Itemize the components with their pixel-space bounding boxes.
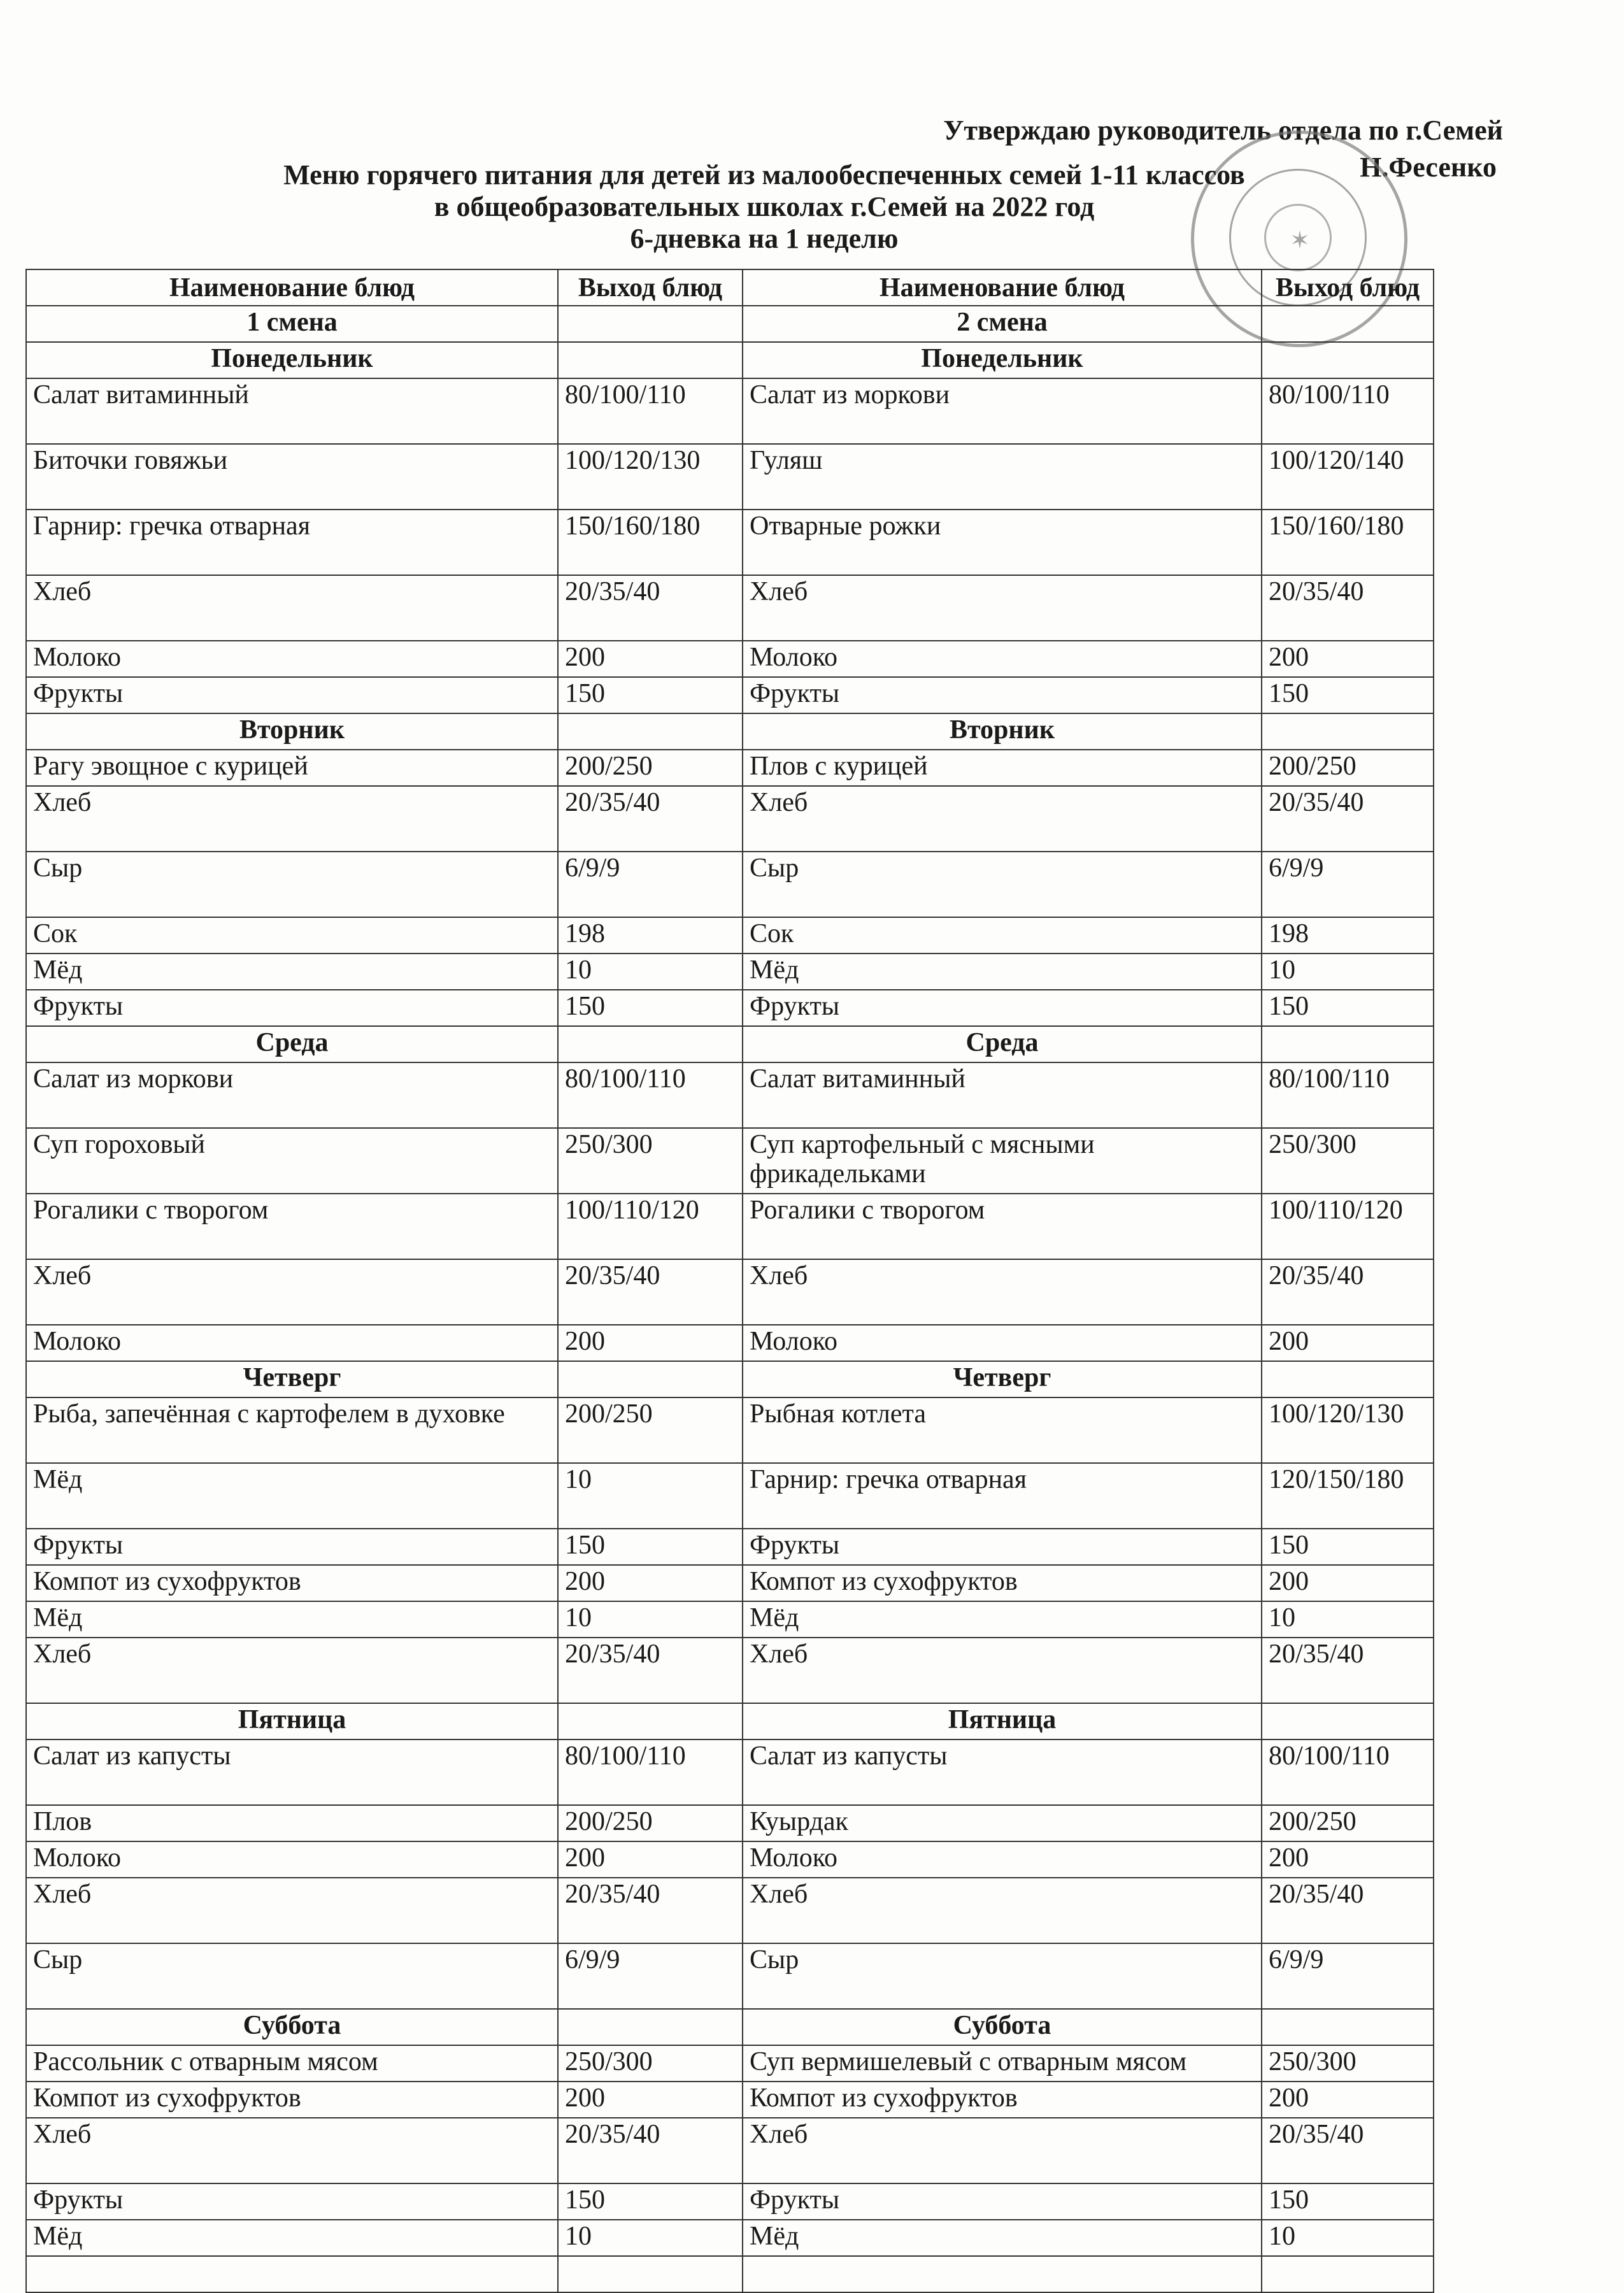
portion-weight-shift-2: 20/35/40 xyxy=(1262,1638,1434,1703)
document-subtitle: в общеобразовательных школах г.Семей на 2022 год xyxy=(434,191,1095,222)
portion-weight-shift-1: 200 xyxy=(558,1565,743,1601)
dish-name-shift-2: Рогалики с творогом xyxy=(743,1194,1262,1259)
dish-name-shift-1: Салат из моркови xyxy=(26,1062,558,1128)
seal-star-icon: ✶ xyxy=(1290,227,1310,254)
dish-name-shift-1: Биточки говяжьи xyxy=(26,444,558,510)
dish-name-shift-2: Хлеб xyxy=(743,575,1262,641)
dish-name-shift-2: Плов с курицей xyxy=(743,750,1262,786)
dish-name-shift-1: Сок xyxy=(26,917,558,954)
dish-name-shift-2: Сок xyxy=(743,917,1262,954)
portion-weight-shift-2: 100/120/140 xyxy=(1262,444,1434,510)
dish-name-shift-1: Сыр xyxy=(26,1943,558,2009)
empty-cell xyxy=(26,2256,558,2292)
portion-weight-shift-1: 250/300 xyxy=(558,1128,743,1194)
dish-name-shift-1: Рагу эвощное с курицей xyxy=(26,750,558,786)
dish-name-shift-2: Мёд xyxy=(743,954,1262,990)
empty-cell xyxy=(558,2009,743,2045)
empty-cell xyxy=(1262,306,1434,342)
table-row xyxy=(26,444,1434,510)
dish-name-shift-2: Салат из моркови xyxy=(743,378,1262,444)
day-label-shift-1: Понедельник xyxy=(26,342,558,378)
dish-name-shift-1: Салат из капусты xyxy=(26,1739,558,1805)
table-row xyxy=(26,1601,1434,1638)
day-label-shift-2: Понедельник xyxy=(743,342,1262,378)
portion-weight-shift-1: 150 xyxy=(558,1529,743,1565)
day-row xyxy=(26,713,1434,750)
dish-name-shift-2: Компот из сухофруктов xyxy=(743,2082,1262,2118)
dish-name-shift-2: Гарнир: гречка отварная xyxy=(743,1463,1262,1529)
portion-weight-shift-1: 6/9/9 xyxy=(558,852,743,917)
dish-name-shift-2: Куырдак xyxy=(743,1805,1262,1841)
table-row xyxy=(26,2118,1434,2183)
portion-weight-shift-1: 200 xyxy=(558,641,743,677)
dish-name-shift-1: Сыр xyxy=(26,852,558,917)
dish-name-shift-2: Хлеб xyxy=(743,1638,1262,1703)
table-row xyxy=(26,2045,1434,2082)
table-row xyxy=(26,1739,1434,1805)
portion-weight-shift-2: 120/150/180 xyxy=(1262,1463,1434,1529)
dish-name-shift-1: Фрукты xyxy=(26,2183,558,2220)
table-row xyxy=(26,1194,1434,1259)
portion-weight-shift-1: 150 xyxy=(558,677,743,713)
portion-weight-shift-2: 150/160/180 xyxy=(1262,510,1434,575)
day-label-shift-2: Суббота xyxy=(743,2009,1262,2045)
portion-weight-shift-1: 10 xyxy=(558,1601,743,1638)
dish-name-shift-2: Салат из капусты xyxy=(743,1739,1262,1805)
table-row xyxy=(26,1062,1434,1128)
day-row xyxy=(26,2009,1434,2045)
menu-table xyxy=(25,269,1434,2293)
dish-name-shift-1: Молоко xyxy=(26,1325,558,1361)
portion-weight-shift-2: 80/100/110 xyxy=(1262,378,1434,444)
portion-weight-shift-1: 150 xyxy=(558,990,743,1026)
dish-name-shift-1: Мёд xyxy=(26,954,558,990)
portion-weight-shift-1: 100/120/130 xyxy=(558,444,743,510)
day-label-shift-2: Среда xyxy=(743,1026,1262,1062)
day-label-shift-2: Пятница xyxy=(743,1703,1262,1739)
weight-column-header: Выход блюд xyxy=(558,269,743,306)
portion-weight-shift-2: 6/9/9 xyxy=(1262,1943,1434,2009)
dish-name-shift-1: Рогалики с творогом xyxy=(26,1194,558,1259)
portion-weight-shift-2: 10 xyxy=(1262,954,1434,990)
dish-name-shift-2: Рыбная котлета xyxy=(743,1397,1262,1463)
portion-weight-shift-1: 20/35/40 xyxy=(558,2118,743,2183)
table-row xyxy=(26,677,1434,713)
empty-cell xyxy=(558,713,743,750)
empty-cell xyxy=(1262,1361,1434,1397)
table-row xyxy=(26,786,1434,852)
table-row xyxy=(26,990,1434,1026)
table-row xyxy=(26,1805,1434,1841)
empty-cell xyxy=(1262,342,1434,378)
table-row xyxy=(26,378,1434,444)
empty-cell xyxy=(558,1703,743,1739)
portion-weight-shift-1: 200/250 xyxy=(558,1805,743,1841)
portion-weight-shift-2: 6/9/9 xyxy=(1262,852,1434,917)
dish-name-shift-1: Плов xyxy=(26,1805,558,1841)
empty-cell xyxy=(1262,713,1434,750)
dish-name-shift-1: Фрукты xyxy=(26,990,558,1026)
dish-name-shift-2: Суп картофельный с мясными фрикадельками xyxy=(743,1128,1262,1194)
table-row xyxy=(26,641,1434,677)
dish-name-shift-2: Хлеб xyxy=(743,2118,1262,2183)
dish-name-shift-1: Компот из сухофруктов xyxy=(26,1565,558,1601)
portion-weight-shift-1: 6/9/9 xyxy=(558,1943,743,2009)
portion-weight-shift-1: 20/35/40 xyxy=(558,575,743,641)
shift-row xyxy=(26,306,1434,342)
empty-cell xyxy=(1262,2009,1434,2045)
portion-weight-shift-1: 20/35/40 xyxy=(558,1259,743,1325)
portion-weight-shift-2: 100/110/120 xyxy=(1262,1194,1434,1259)
portion-weight-shift-1: 10 xyxy=(558,2220,743,2256)
empty-cell xyxy=(558,1361,743,1397)
portion-weight-shift-2: 20/35/40 xyxy=(1262,786,1434,852)
table-row xyxy=(26,1943,1434,2009)
dish-name-shift-1: Салат витаминный xyxy=(26,378,558,444)
portion-weight-shift-2: 150 xyxy=(1262,1529,1434,1565)
portion-weight-shift-1: 200/250 xyxy=(558,750,743,786)
day-label-shift-2: Вторник xyxy=(743,713,1262,750)
table-row xyxy=(26,2220,1434,2256)
dish-name-shift-2: Хлеб xyxy=(743,786,1262,852)
menu-table-body xyxy=(26,269,1434,2292)
dish-name-shift-1: Хлеб xyxy=(26,786,558,852)
portion-weight-shift-1: 80/100/110 xyxy=(558,378,743,444)
table-row xyxy=(26,1529,1434,1565)
portion-weight-shift-1: 250/300 xyxy=(558,2045,743,2082)
day-label-shift-1: Пятница xyxy=(26,1703,558,1739)
portion-weight-shift-2: 200 xyxy=(1262,1325,1434,1361)
day-label-shift-1: Среда xyxy=(26,1026,558,1062)
dish-column-header: Наименование блюд xyxy=(26,269,558,306)
table-row xyxy=(26,2082,1434,2118)
dish-name-shift-2: Сыр xyxy=(743,1943,1262,2009)
dish-name-shift-1: Мёд xyxy=(26,1601,558,1638)
dish-name-shift-2: Фрукты xyxy=(743,677,1262,713)
day-row xyxy=(26,1361,1434,1397)
dish-column-header: Наименование блюд xyxy=(743,269,1262,306)
portion-weight-shift-1: 200 xyxy=(558,1325,743,1361)
dish-name-shift-2: Суп вермишелевый с отварным мясом xyxy=(743,2045,1262,2082)
empty-row xyxy=(26,2256,1434,2292)
empty-cell xyxy=(558,2256,743,2292)
dish-name-shift-1: Фрукты xyxy=(26,1529,558,1565)
dish-name-shift-2: Фрукты xyxy=(743,990,1262,1026)
portion-weight-shift-2: 250/300 xyxy=(1262,1128,1434,1194)
portion-weight-shift-1: 200 xyxy=(558,1841,743,1878)
empty-cell xyxy=(1262,1026,1434,1062)
weight-column-header: Выход блюд xyxy=(1262,269,1434,306)
portion-weight-shift-2: 20/35/40 xyxy=(1262,2118,1434,2183)
table-row xyxy=(26,2183,1434,2220)
portion-weight-shift-2: 80/100/110 xyxy=(1262,1062,1434,1128)
portion-weight-shift-2: 200/250 xyxy=(1262,1805,1434,1841)
portion-weight-shift-2: 200 xyxy=(1262,2082,1434,2118)
dish-name-shift-1: Хлеб xyxy=(26,575,558,641)
dish-name-shift-2: Отварные рожки xyxy=(743,510,1262,575)
dish-name-shift-2: Хлеб xyxy=(743,1878,1262,1943)
dish-name-shift-1: Рассольник с отварным мясом xyxy=(26,2045,558,2082)
table-row xyxy=(26,750,1434,786)
dish-name-shift-2: Салат витаминный xyxy=(743,1062,1262,1128)
dish-name-shift-1: Мёд xyxy=(26,2220,558,2256)
portion-weight-shift-1: 150/160/180 xyxy=(558,510,743,575)
portion-weight-shift-2: 250/300 xyxy=(1262,2045,1434,2082)
shift-1-label: 1 смена xyxy=(26,306,558,342)
dish-name-shift-2: Молоко xyxy=(743,1841,1262,1878)
table-row xyxy=(26,917,1434,954)
portion-weight-shift-2: 10 xyxy=(1262,1601,1434,1638)
empty-cell xyxy=(558,1026,743,1062)
portion-weight-shift-2: 20/35/40 xyxy=(1262,1878,1434,1943)
portion-weight-shift-2: 150 xyxy=(1262,2183,1434,2220)
portion-weight-shift-1: 200 xyxy=(558,2082,743,2118)
dish-name-shift-1: Фрукты xyxy=(26,677,558,713)
table-row xyxy=(26,1878,1434,1943)
dish-name-shift-1: Рыба, запечённая с картофелем в духовке xyxy=(26,1397,558,1463)
table-row xyxy=(26,575,1434,641)
portion-weight-shift-2: 198 xyxy=(1262,917,1434,954)
document-title: Меню горячего питания для детей из малообеспеченных семей 1-11 классов xyxy=(283,159,1245,190)
portion-weight-shift-2: 150 xyxy=(1262,990,1434,1026)
dish-name-shift-1: Хлеб xyxy=(26,1638,558,1703)
day-row xyxy=(26,1026,1434,1062)
dish-name-shift-2: Фрукты xyxy=(743,2183,1262,2220)
portion-weight-shift-1: 20/35/40 xyxy=(558,1638,743,1703)
dish-name-shift-1: Молоко xyxy=(26,1841,558,1878)
dish-name-shift-2: Гуляш xyxy=(743,444,1262,510)
document-title-block xyxy=(0,159,1528,255)
empty-cell xyxy=(1262,2256,1434,2292)
portion-weight-shift-2: 100/120/130 xyxy=(1262,1397,1434,1463)
approval-signatory: Н.Фесенко xyxy=(1360,152,1497,183)
table-row xyxy=(26,1638,1434,1703)
portion-weight-shift-1: 200/250 xyxy=(558,1397,743,1463)
portion-weight-shift-1: 198 xyxy=(558,917,743,954)
portion-weight-shift-2: 20/35/40 xyxy=(1262,1259,1434,1325)
dish-name-shift-1: Молоко xyxy=(26,641,558,677)
dish-name-shift-2: Мёд xyxy=(743,1601,1262,1638)
dish-name-shift-1: Суп гороховый xyxy=(26,1128,558,1194)
portion-weight-shift-1: 80/100/110 xyxy=(558,1739,743,1805)
dish-name-shift-2: Компот из сухофруктов xyxy=(743,1565,1262,1601)
dish-name-shift-2: Молоко xyxy=(743,1325,1262,1361)
dish-name-shift-2: Мёд xyxy=(743,2220,1262,2256)
dish-name-shift-2: Молоко xyxy=(743,641,1262,677)
dish-name-shift-1: Хлеб xyxy=(26,1878,558,1943)
empty-cell xyxy=(743,2256,1262,2292)
table-row xyxy=(26,510,1434,575)
table-row xyxy=(26,1259,1434,1325)
empty-cell xyxy=(1262,1703,1434,1739)
dish-name-shift-1: Хлеб xyxy=(26,1259,558,1325)
dish-name-shift-2: Сыр xyxy=(743,852,1262,917)
day-label-shift-2: Четверг xyxy=(743,1361,1262,1397)
dish-name-shift-1: Мёд xyxy=(26,1463,558,1529)
day-label-shift-1: Четверг xyxy=(26,1361,558,1397)
portion-weight-shift-1: 20/35/40 xyxy=(558,1878,743,1943)
portion-weight-shift-2: 150 xyxy=(1262,677,1434,713)
portion-weight-shift-1: 20/35/40 xyxy=(558,786,743,852)
table-row xyxy=(26,1463,1434,1529)
day-label-shift-1: Суббота xyxy=(26,2009,558,2045)
portion-weight-shift-1: 100/110/120 xyxy=(558,1194,743,1259)
dish-name-shift-2: Фрукты xyxy=(743,1529,1262,1565)
portion-weight-shift-2: 200 xyxy=(1262,1841,1434,1878)
shift-2-label: 2 смена xyxy=(743,306,1262,342)
portion-weight-shift-2: 10 xyxy=(1262,2220,1434,2256)
portion-weight-shift-2: 80/100/110 xyxy=(1262,1739,1434,1805)
day-label-shift-1: Вторник xyxy=(26,713,558,750)
portion-weight-shift-1: 10 xyxy=(558,1463,743,1529)
table-row xyxy=(26,1397,1434,1463)
portion-weight-shift-2: 200 xyxy=(1262,641,1434,677)
empty-cell xyxy=(558,342,743,378)
dish-name-shift-2: Хлеб xyxy=(743,1259,1262,1325)
portion-weight-shift-1: 150 xyxy=(558,2183,743,2220)
portion-weight-shift-1: 80/100/110 xyxy=(558,1062,743,1128)
document-period: 6-дневка на 1 неделю xyxy=(630,223,899,254)
day-row xyxy=(26,1703,1434,1739)
portion-weight-shift-2: 200 xyxy=(1262,1565,1434,1601)
approval-line: Утверждаю руководитель отдела по г.Семей xyxy=(943,115,1503,146)
table-row xyxy=(26,852,1434,917)
table-row xyxy=(26,954,1434,990)
table-row xyxy=(26,1325,1434,1361)
portion-weight-shift-2: 20/35/40 xyxy=(1262,575,1434,641)
dish-name-shift-1: Компот из сухофруктов xyxy=(26,2082,558,2118)
table-row xyxy=(26,1841,1434,1878)
table-row xyxy=(26,1128,1434,1194)
dish-name-shift-1: Хлеб xyxy=(26,2118,558,2183)
empty-cell xyxy=(558,306,743,342)
portion-weight-shift-1: 10 xyxy=(558,954,743,990)
table-row xyxy=(26,1565,1434,1601)
portion-weight-shift-2: 200/250 xyxy=(1262,750,1434,786)
header-row xyxy=(26,269,1434,306)
dish-name-shift-1: Гарнир: гречка отварная xyxy=(26,510,558,575)
day-row xyxy=(26,342,1434,378)
